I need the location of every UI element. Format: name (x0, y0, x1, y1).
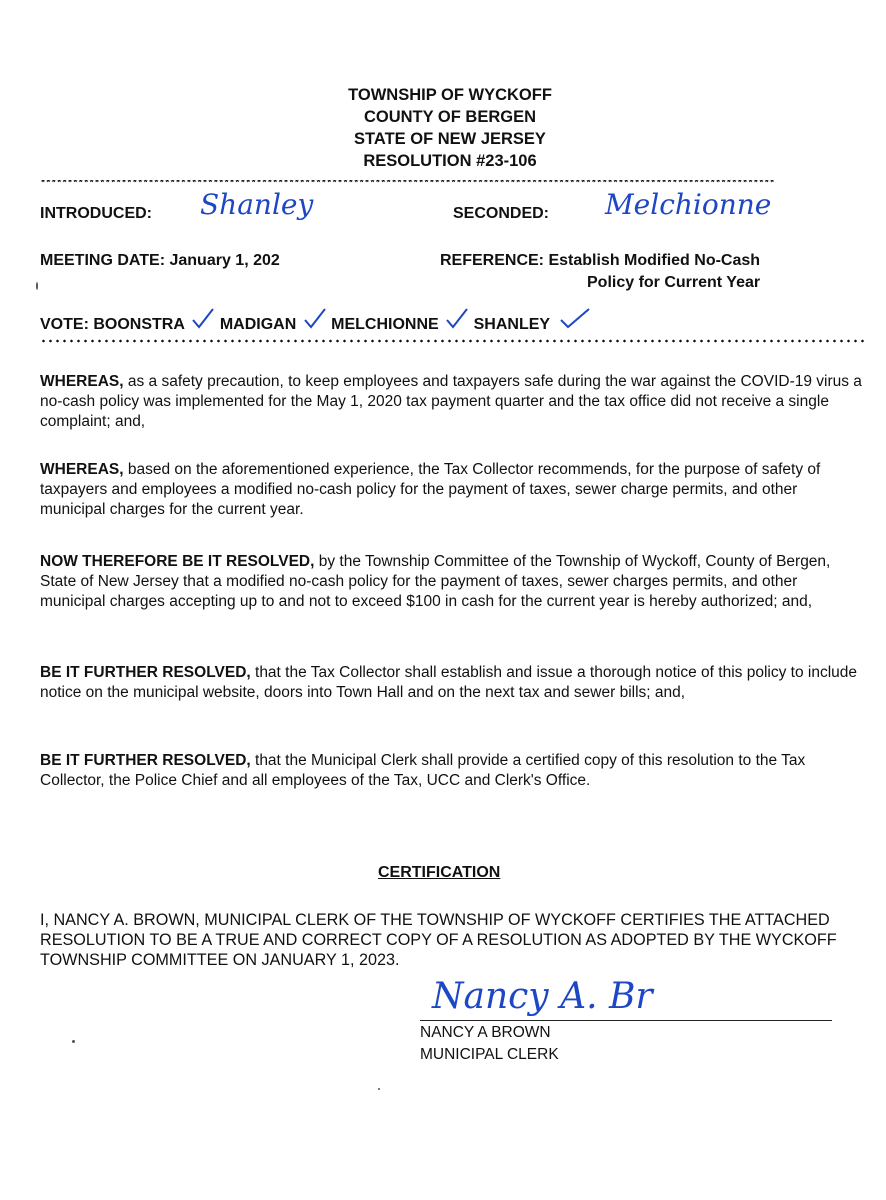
reference-label: REFERENCE: (440, 252, 545, 269)
meeting-date-value: January 1, 202 (169, 252, 280, 269)
scan-speck (72, 1040, 75, 1043)
scan-speck (378, 1088, 380, 1090)
header-township: TOWNSHIP OF WYCKOFF (348, 86, 552, 104)
vote-member-boonstra: BOONSTRA (93, 316, 185, 333)
vote-member-shanley: SHANLEY (473, 316, 551, 333)
clerk-name: NANCY A BROWN (420, 1024, 551, 1041)
vote-member-madigan: MADIGAN (219, 316, 297, 333)
checkmark-icon (443, 317, 469, 329)
clerk-signature: Nancy A. Br (432, 976, 653, 1017)
meeting-date-label: MEETING DATE: (40, 252, 166, 269)
checkmark-icon (189, 317, 215, 329)
paragraph-resolved: NOW THEREFORE BE IT RESOLVED, by the Township Committee of the Township of Wyckoff, County of Bergen, State of New Jersey that a modified no-cash policy for the payment of taxes, sewer charges permits, and other municipal charges accepting up to and not to exceed $100 in cash for the current year is hereby authorized; and, (40, 553, 831, 610)
signature-line (420, 1020, 832, 1021)
certification-text: I, NANCY A. BROWN, MUNICIPAL CLERK OF THE TOWNSHIP OF WYCKOFF CERTIFIES THE ATTACHED RESOLUTION TO BE A TRUE AND CORRECT COPY OF A RESOLUTION AS ADOPTED BY THE WYCKOFF TOWNSHIP COMMITTEE ON JANUARY 1, 2023. (40, 911, 837, 969)
introduced-label: INTRODUCED: (40, 205, 152, 222)
vote-row (40, 316, 595, 334)
paragraph-further-1: BE IT FURTHER RESOLVED, that the Tax Collector shall establish and issue a thorough notice of this policy to include notice on the municipal website, doors into Town Hall and on the next tax and sewer bills; and, (40, 664, 857, 701)
header-state: STATE OF NEW JERSEY (354, 130, 546, 148)
reference-line1: Establish Modified No-Cash (548, 252, 761, 269)
vote-label: VOTE: (40, 316, 89, 333)
meeting-date (40, 252, 280, 270)
seconded-label: SECONDED: (453, 205, 550, 222)
seconded-signature: Melchionne (605, 188, 772, 221)
vote-member-melchionne: MELCHIONNE (331, 316, 439, 333)
checkmark-icon (555, 317, 595, 329)
paragraph-further-2: BE IT FURTHER RESOLVED, that the Municipal Clerk shall provide a certified copy of this resolution to the Tax Collector, the Police Chief and all employees of the Tax, UCC and Clerk's Office. (40, 752, 806, 789)
asterisk-separator: **************************************************************************************************************************************** (40, 180, 775, 190)
header-resolution-number: RESOLUTION #23-106 (363, 152, 537, 170)
header-county: COUNTY OF BERGEN (363, 108, 537, 126)
document-header (300, 84, 600, 172)
certification-heading: CERTIFICATION (378, 864, 501, 881)
clerk-block (420, 1022, 559, 1066)
dotted-divider (40, 339, 866, 343)
paragraph-whereas-2: WHEREAS, based on the aforementioned experience, the Tax Collector recommends, for the purpose of safety of taxpayers and employees a modified no-cash policy for the payment of taxes, sewer charge permits, and other municipal charges for the current year. (40, 461, 821, 518)
clerk-title: MUNICIPAL CLERK (420, 1046, 559, 1063)
paragraph-whereas-1: WHEREAS, as a safety precaution, to keep employees and taxpayers safe during the war against the COVID-19 virus a no-cash policy was implemented for the May 1, 2020 tax payment quarter and the tax office did not receive a single complaint; and, (40, 373, 862, 430)
checkmark-icon (301, 317, 327, 329)
scan-speck (36, 282, 38, 290)
introduced-signature: Shanley (200, 188, 314, 221)
reference-line2: Policy for Current Year (587, 274, 761, 291)
reference (440, 252, 760, 270)
